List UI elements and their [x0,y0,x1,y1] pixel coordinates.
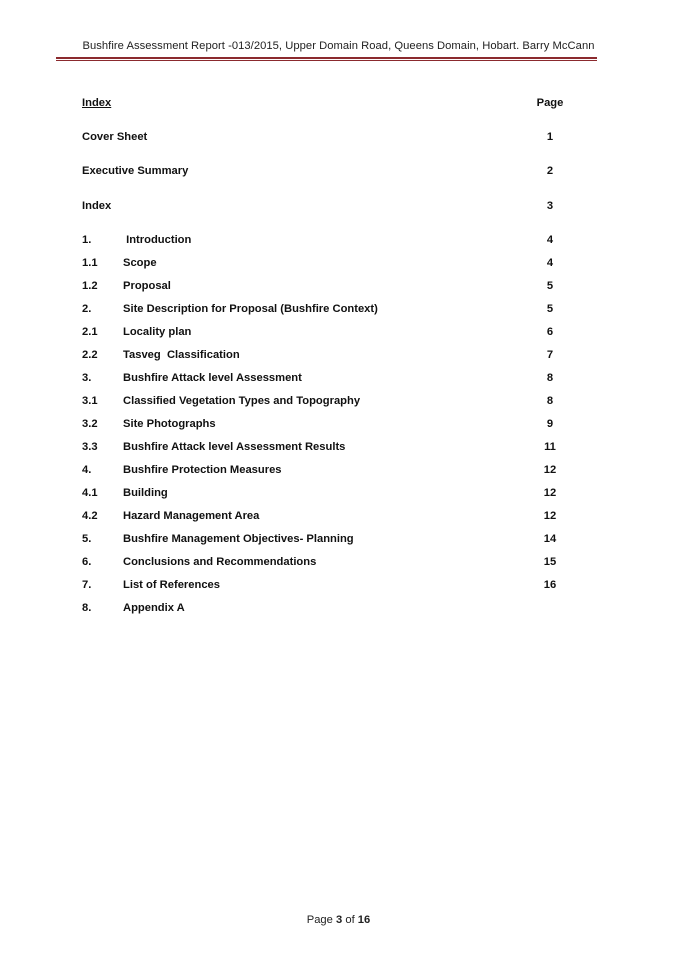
header-rule-thick [56,57,597,59]
toc-title: Site Photographs [123,418,216,430]
toc-title: Bushfire Protection Measures [123,464,282,476]
toc-title: Site Description for Proposal (Bushfire Context) [123,303,378,315]
toc-page: 7 [546,349,554,361]
toc-number: 2. [82,303,92,315]
toc-page: 2 [546,165,554,177]
toc-title: Tasveg Classification [123,349,240,361]
toc-page: 8 [546,372,554,384]
toc-number: 4.1 [82,487,98,499]
toc-title: Locality plan [123,326,192,338]
toc-title: Bushfire Management Objectives- Planning [123,533,354,545]
toc-number: 1.1 [82,257,98,269]
toc-page: 14 [543,533,557,545]
toc-title: Conclusions and Recommendations [123,556,317,568]
toc-title: Executive Summary [82,165,189,177]
toc-number: 8. [82,602,92,614]
toc-title: Appendix A [123,602,185,614]
toc-title: Bushfire Attack level Assessment [123,372,302,384]
toc-number: 3.3 [82,441,98,453]
toc-title: Bushfire Attack level Assessment Results [123,441,346,453]
toc-number: 2.1 [82,326,98,338]
header-title: Bushfire Assessment Report -013/2015, Upper Domain Road, Queens Domain, Hobart. Barry McCann [82,40,595,52]
toc-page: 16 [543,579,557,591]
toc-page: 6 [546,326,554,338]
toc-page: 12 [543,464,557,476]
toc-title: Scope [123,257,157,269]
toc-page: 1 [546,131,554,143]
toc-title: Cover Sheet [82,131,148,143]
toc-number: 3.2 [82,418,98,430]
toc-page: 15 [543,556,557,568]
toc-number: 6. [82,556,92,568]
toc-page: 5 [546,280,554,292]
page-column-heading: Page [536,97,564,109]
toc-number: 2.2 [82,349,98,361]
footer-prefix: Page [306,914,336,926]
toc-page: 4 [546,257,554,269]
footer-total-pages: 16 [357,914,371,926]
toc-number: 1.2 [82,280,98,292]
toc-title: Hazard Management Area [123,510,260,522]
footer-current-page: 3 [336,914,343,926]
toc-title: Building [123,487,168,499]
toc-page: 3 [546,200,554,212]
toc-number: 3. [82,372,92,384]
toc-title: Classified Vegetation Types and Topography [123,395,361,407]
index-heading: Index [82,97,112,109]
page-footer [0,914,677,926]
toc-page: 4 [546,234,554,246]
toc-number: 3.1 [82,395,98,407]
toc-title: Introduction [123,234,192,246]
toc-title: Proposal [123,280,171,292]
toc-page: 5 [546,303,554,315]
toc-page: 12 [543,510,557,522]
header-rule-thin [56,60,597,61]
toc-number: 5. [82,533,92,545]
toc-number: 4. [82,464,92,476]
toc-page: 9 [546,418,554,430]
toc-page: 8 [546,395,554,407]
toc-page: 11 [544,441,556,453]
toc-title: List of References [123,579,220,591]
toc-title: Index [82,200,112,212]
toc-number: 7. [82,579,92,591]
footer-middle: of [342,914,358,926]
toc-number: 4.2 [82,510,98,522]
toc-number: 1. [82,234,92,246]
toc-page: 12 [543,487,557,499]
